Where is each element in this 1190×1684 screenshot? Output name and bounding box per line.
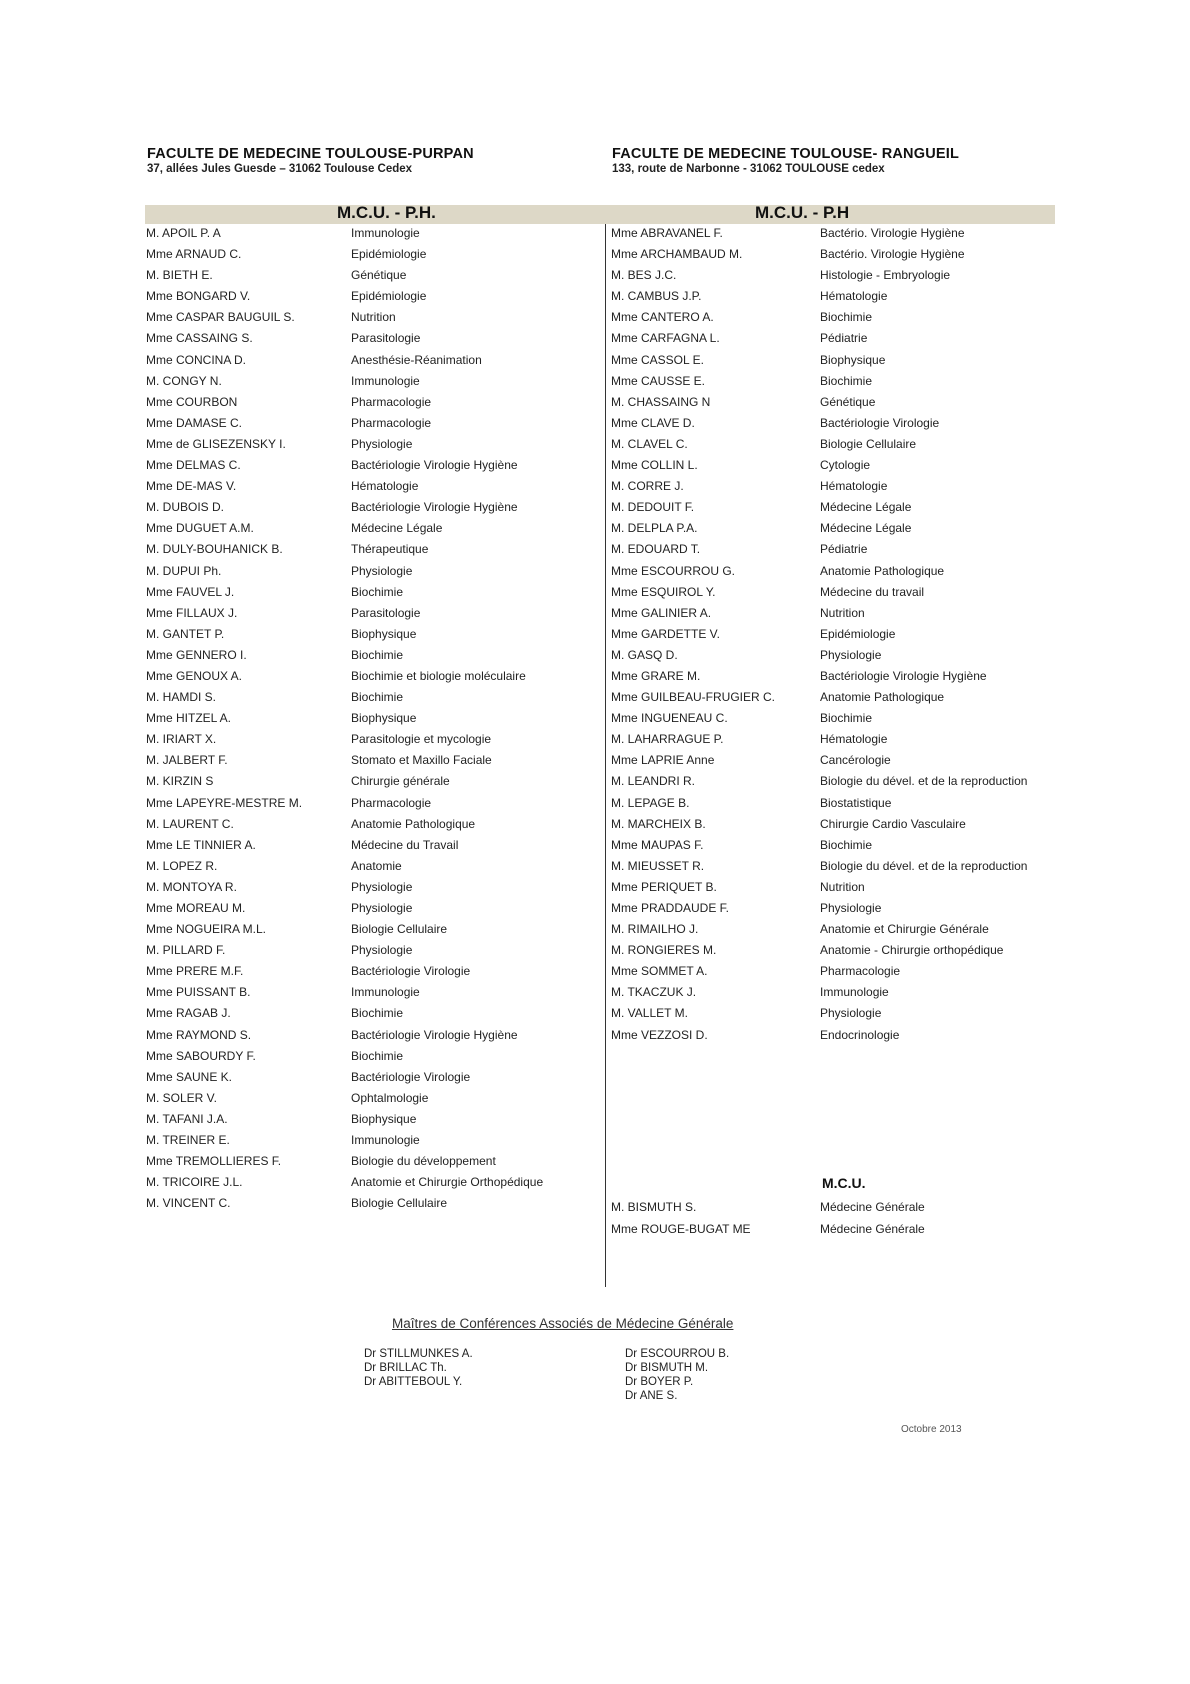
staff-name: Mme GENNERO I.	[146, 647, 247, 662]
associate-name: Dr ABITTEBOUL Y.	[364, 1376, 463, 1388]
mcu-staff-list	[611, 1196, 1071, 1240]
staff-discipline: Bactériologie Virologie	[351, 1069, 471, 1084]
staff-discipline: Biochimie	[351, 690, 404, 705]
staff-name: Mme LE TINNIER A.	[146, 837, 256, 852]
staff-row	[611, 307, 1071, 328]
staff-row	[146, 919, 601, 940]
staff-row	[611, 793, 1071, 814]
staff-row	[146, 793, 601, 814]
staff-row	[146, 455, 601, 476]
staff-name: M. TREINER E.	[146, 1133, 230, 1148]
staff-row	[611, 1196, 1071, 1218]
staff-name: M. JALBERT F.	[146, 753, 228, 768]
staff-name: Mme NOGUEIRA M.L.	[146, 922, 267, 937]
staff-row	[611, 771, 1071, 792]
staff-name: Mme CANTERO A.	[611, 310, 714, 325]
staff-name: M. DUPUI Ph.	[146, 563, 222, 578]
staff-discipline: Immunologie	[820, 985, 889, 1000]
staff-discipline: Physiologie	[820, 1006, 882, 1021]
staff-row	[146, 392, 601, 413]
staff-row	[146, 286, 601, 307]
staff-row	[611, 856, 1071, 877]
staff-discipline: Biophysique	[351, 711, 417, 726]
staff-row	[146, 1109, 601, 1130]
staff-discipline: Hématologie	[820, 479, 888, 494]
staff-name: M. BISMUTH S.	[611, 1200, 697, 1214]
staff-row	[146, 265, 601, 286]
staff-discipline: Biophysique	[351, 626, 417, 641]
staff-discipline: Physiologie	[820, 901, 882, 915]
staff-row	[146, 687, 601, 708]
staff-discipline: Pédiatrie	[820, 542, 868, 557]
staff-discipline: Bactériologie Virologie	[351, 964, 471, 979]
staff-discipline: Biochimie	[351, 647, 404, 662]
staff-name: M. KIRZIN S	[146, 774, 214, 789]
staff-name: M. MIEUSSET R.	[611, 858, 705, 873]
staff-discipline: Médecine du travail	[820, 584, 925, 599]
staff-discipline: Biochimie	[351, 584, 404, 599]
staff-row	[146, 898, 601, 919]
staff-name: M. RIMAILHO J.	[611, 922, 699, 937]
staff-name: M. MARCHEIX B.	[611, 816, 706, 831]
staff-discipline: Biologie du dével. et de la reproduction	[820, 858, 1028, 873]
staff-discipline: Bactériologie Virologie Hygiène	[351, 500, 518, 515]
staff-name: Mme LAPRIE Anne	[611, 753, 715, 768]
staff-row	[611, 434, 1071, 455]
staff-name: Mme VEZZOSI D.	[611, 1027, 708, 1042]
staff-row	[611, 624, 1071, 645]
staff-row	[611, 729, 1071, 750]
staff-row	[611, 982, 1071, 1003]
document-date: Octobre 2013	[901, 1424, 962, 1435]
staff-row	[611, 603, 1071, 624]
staff-name: M. CONGY N.	[146, 373, 222, 388]
staff-discipline: Nutrition	[351, 310, 396, 325]
staff-row	[611, 708, 1071, 729]
staff-discipline: Histologie - Embryologie	[820, 268, 951, 283]
staff-name: Mme CARFAGNA L.	[611, 331, 720, 346]
staff-discipline: Physiologie	[351, 436, 413, 451]
staff-name: Mme LAPEYRE-MESTRE M.	[146, 795, 303, 810]
staff-discipline: Biochimie	[820, 310, 873, 325]
staff-name: Mme PERIQUET B.	[611, 879, 717, 894]
staff-name: Mme DAMASE C.	[146, 415, 243, 430]
staff-name: Mme ESQUIROL Y.	[611, 584, 716, 599]
staff-discipline: Parasitologie	[351, 331, 421, 346]
staff-discipline: Anatomie Pathologique	[820, 690, 945, 705]
staff-row	[146, 561, 601, 582]
staff-name: Mme PRADDAUDE F.	[611, 901, 730, 915]
staff-row	[146, 497, 601, 518]
staff-discipline: Pharmacologie	[351, 795, 432, 810]
faculty-title-rangueil: FACULTE DE MEDECINE TOULOUSE- RANGUEIL	[612, 146, 960, 162]
staff-name: M. IRIART X.	[146, 732, 217, 747]
staff-name: Mme HITZEL A.	[146, 711, 231, 726]
section-title-purpan: M.C.U. - P.H.	[337, 203, 436, 222]
staff-discipline: Anatomie et Chirurgie Générale	[820, 922, 989, 937]
staff-discipline: Endocrinologie	[820, 1027, 900, 1042]
staff-row	[146, 982, 601, 1003]
associate-name: Dr ESCOURROU B.	[625, 1348, 730, 1360]
staff-row	[146, 1067, 601, 1088]
faculty-title-purpan: FACULTE DE MEDECINE TOULOUSE-PURPAN	[147, 146, 474, 162]
staff-row	[146, 940, 601, 961]
staff-row	[611, 518, 1071, 539]
associates-list-left	[364, 1347, 473, 1389]
staff-row	[146, 434, 601, 455]
purpan-staff-list	[146, 223, 601, 1214]
staff-name: M. VALLET M.	[611, 1006, 688, 1021]
staff-name: M. LOPEZ R.	[146, 858, 218, 873]
staff-name: Mme ABRAVANEL F.	[611, 226, 723, 240]
staff-name: Mme ESCOURROU G.	[611, 563, 736, 578]
staff-discipline: Biochimie	[820, 373, 873, 388]
staff-name: Mme RAYMOND S.	[146, 1027, 252, 1042]
associates-title: Maîtres de Conférences Associés de Médecine Générale	[392, 1316, 734, 1331]
staff-row	[146, 771, 601, 792]
staff-discipline: Immunologie	[351, 1133, 420, 1148]
staff-name: M. MONTOYA R.	[146, 879, 237, 894]
staff-discipline: Physiologie	[820, 647, 882, 662]
staff-row	[611, 328, 1071, 349]
staff-row	[611, 371, 1071, 392]
staff-discipline: Biologie Cellulaire	[820, 436, 917, 451]
staff-row	[611, 350, 1071, 371]
staff-name: Mme ARCHAMBAUD M.	[611, 247, 743, 262]
staff-name: M. SOLER V.	[146, 1090, 217, 1105]
staff-row	[146, 223, 601, 244]
staff-row	[611, 561, 1071, 582]
staff-discipline: Biologie du dével. et de la reproduction	[820, 774, 1028, 789]
staff-row	[611, 1003, 1071, 1024]
staff-name: Mme SAUNE K.	[146, 1069, 233, 1084]
staff-name: Mme SOMMET A.	[611, 964, 708, 979]
staff-row	[611, 392, 1071, 413]
staff-name: Mme COLLIN L.	[611, 458, 698, 473]
staff-name: M. CAMBUS J.P.	[611, 289, 702, 304]
staff-row	[611, 582, 1071, 603]
staff-row	[146, 1130, 601, 1151]
staff-discipline: Anatomie et Chirurgie Orthopédique	[351, 1175, 544, 1190]
staff-row	[611, 455, 1071, 476]
staff-discipline: Biologie Cellulaire	[351, 1196, 448, 1211]
staff-name: Mme MOREAU M.	[146, 901, 246, 915]
staff-discipline: Médecine Légale	[351, 521, 443, 536]
staff-discipline: Biologie du développement	[351, 1154, 496, 1169]
header-purpan	[147, 146, 474, 175]
staff-discipline: Ophtalmologie	[351, 1090, 429, 1105]
staff-discipline: Physiologie	[351, 563, 413, 578]
staff-name: Mme GENOUX A.	[146, 668, 243, 683]
staff-row	[146, 1003, 601, 1024]
associate-name: Dr BISMUTH M.	[625, 1362, 709, 1374]
staff-discipline: Cancérologie	[820, 753, 891, 768]
staff-name: M. BIETH E.	[146, 268, 213, 283]
staff-name: M. RONGIERES M.	[611, 943, 717, 958]
staff-name: M. DELPLA P.A.	[611, 521, 698, 536]
staff-row	[146, 624, 601, 645]
staff-name: Mme RAGAB J.	[146, 1006, 231, 1021]
staff-name: Mme ROUGE-BUGAT ME	[611, 1222, 751, 1236]
staff-discipline: Bactério. Virologie Hygiène	[820, 247, 965, 262]
staff-discipline: Bactériologie Virologie Hygiène	[820, 668, 987, 683]
staff-name: Mme FAUVEL J.	[146, 584, 235, 599]
staff-row	[611, 497, 1071, 518]
staff-name: M. GASQ D.	[611, 647, 678, 662]
staff-discipline: Anatomie	[351, 858, 402, 873]
staff-discipline: Parasitologie et mycologie	[351, 732, 492, 747]
section-band	[145, 205, 1055, 224]
staff-row	[611, 1218, 1071, 1240]
staff-name: Mme CASPAR BAUGUIL S.	[146, 310, 295, 325]
column-divider	[605, 224, 606, 1287]
staff-discipline: Thérapeutique	[351, 542, 429, 557]
staff-discipline: Pharmacologie	[820, 964, 901, 979]
staff-discipline: Bactériologie Virologie	[820, 415, 940, 430]
staff-name: M. TRICOIRE J.L.	[146, 1175, 243, 1190]
section-title-rangueil: M.C.U. - P.H	[755, 203, 850, 222]
staff-row	[146, 835, 601, 856]
staff-discipline: Hématologie	[351, 479, 419, 494]
staff-discipline: Hématologie	[820, 289, 888, 304]
staff-discipline: Pharmacologie	[351, 415, 432, 430]
staff-row	[146, 814, 601, 835]
staff-row	[611, 687, 1071, 708]
staff-name: M. LEPAGE B.	[611, 795, 690, 810]
staff-discipline: Médecine Générale	[820, 1200, 925, 1214]
staff-discipline: Médecine Légale	[820, 521, 912, 536]
staff-name: M. LEANDRI R.	[611, 774, 696, 789]
staff-row	[611, 286, 1071, 307]
staff-discipline: Nutrition	[820, 879, 865, 894]
staff-row	[146, 877, 601, 898]
staff-name: Mme DELMAS C.	[146, 458, 241, 473]
faculty-address-rangueil: 133, route de Narbonne - 31062 TOULOUSE cedex	[612, 163, 885, 175]
staff-name: M. VINCENT C.	[146, 1196, 231, 1211]
staff-discipline: Physiologie	[351, 901, 413, 915]
staff-row	[146, 518, 601, 539]
staff-row	[146, 476, 601, 497]
staff-row	[611, 413, 1071, 434]
staff-name: M. DULY-BOUHANICK B.	[146, 542, 283, 557]
staff-discipline: Biophysique	[351, 1111, 417, 1126]
staff-discipline: Epidémiologie	[351, 247, 427, 262]
staff-row	[146, 539, 601, 560]
staff-name: Mme GARDETTE V.	[611, 626, 720, 641]
staff-row	[146, 856, 601, 877]
staff-name: Mme BONGARD V.	[146, 289, 251, 304]
rangueil-staff-list	[611, 223, 1071, 1046]
staff-discipline: Biochimie	[351, 1048, 404, 1063]
staff-name: Mme FILLAUX J.	[146, 605, 238, 620]
staff-discipline: Biochimie et biologie moléculaire	[351, 668, 526, 683]
staff-name: Mme ARNAUD C.	[146, 247, 242, 262]
staff-name: M. CORRE J.	[611, 479, 684, 494]
staff-row	[146, 603, 601, 624]
staff-discipline: Médecine Générale	[820, 1222, 925, 1236]
staff-row	[611, 835, 1071, 856]
staff-row	[146, 1088, 601, 1109]
staff-name: M. EDOUARD T.	[611, 542, 701, 557]
staff-row	[146, 961, 601, 982]
associate-name: Dr BOYER P.	[625, 1376, 694, 1388]
staff-row	[146, 244, 601, 265]
staff-discipline: Stomato et Maxillo Faciale	[351, 753, 492, 768]
staff-row	[146, 1151, 601, 1172]
staff-name: Mme INGUENEAU C.	[611, 711, 728, 726]
staff-name: Mme GALINIER A.	[611, 605, 712, 620]
staff-discipline: Anatomie - Chirurgie orthopédique	[820, 943, 1004, 958]
staff-discipline: Anesthésie-Réanimation	[351, 352, 482, 367]
staff-row	[611, 645, 1071, 666]
staff-name: Mme COURBON	[146, 394, 238, 409]
staff-name: M. CHASSAING N	[611, 394, 711, 409]
staff-name: Mme CONCINA D.	[146, 352, 247, 367]
staff-row	[611, 961, 1071, 982]
staff-discipline: Génétique	[820, 394, 876, 409]
staff-name: Mme CLAVE D.	[611, 415, 695, 430]
staff-row	[146, 645, 601, 666]
staff-discipline: Biostatistique	[820, 795, 892, 810]
staff-name: Mme CASSOL E.	[611, 352, 704, 367]
staff-discipline: Parasitologie	[351, 605, 421, 620]
staff-discipline: Biochimie	[351, 1006, 404, 1021]
staff-row	[146, 750, 601, 771]
staff-row	[146, 371, 601, 392]
staff-discipline: Bactériologie Virologie Hygiène	[351, 458, 518, 473]
staff-discipline: Biochimie	[820, 837, 873, 852]
staff-discipline: Bactériologie Virologie Hygiène	[351, 1027, 518, 1042]
staff-name: Mme PUISSANT B.	[146, 985, 251, 1000]
staff-name: Mme CAUSSE E.	[611, 373, 706, 388]
staff-row	[146, 1193, 601, 1214]
staff-row	[146, 1025, 601, 1046]
staff-discipline: Immunologie	[351, 226, 420, 240]
staff-row	[611, 265, 1071, 286]
staff-discipline: Anatomie Pathologique	[351, 816, 476, 831]
staff-discipline: Biologie Cellulaire	[351, 922, 448, 937]
staff-row	[611, 223, 1071, 244]
staff-discipline: Pharmacologie	[351, 394, 432, 409]
staff-discipline: Nutrition	[820, 605, 865, 620]
staff-name: Mme DUGUET A.M.	[146, 521, 254, 536]
staff-name: Mme SABOURDY F.	[146, 1048, 256, 1063]
staff-discipline: Pédiatrie	[820, 331, 868, 346]
staff-name: M. HAMDI S.	[146, 690, 217, 705]
associate-name: Dr ANE S.	[625, 1390, 678, 1402]
staff-row	[146, 350, 601, 371]
staff-row	[611, 244, 1071, 265]
staff-discipline: Immunologie	[351, 373, 420, 388]
staff-discipline: Chirurgie Cardio Vasculaire	[820, 816, 966, 831]
mcu-section-title: M.C.U.	[822, 1175, 866, 1191]
staff-name: Mme CASSAING S.	[146, 331, 253, 346]
staff-row	[611, 750, 1071, 771]
staff-row	[146, 666, 601, 687]
staff-row	[146, 1046, 601, 1067]
staff-row	[146, 307, 601, 328]
associates-list-right	[625, 1347, 729, 1403]
staff-name: Mme MAUPAS F.	[611, 837, 704, 852]
staff-discipline: Cytologie	[820, 458, 871, 473]
staff-discipline: Physiologie	[351, 879, 413, 894]
staff-discipline: Médecine Légale	[820, 500, 912, 515]
staff-row	[146, 1172, 601, 1193]
staff-row	[146, 328, 601, 349]
staff-row	[146, 582, 601, 603]
staff-discipline: Chirurgie générale	[351, 774, 450, 789]
staff-row	[146, 729, 601, 750]
associate-name: Dr BRILLAC Th.	[364, 1362, 447, 1374]
staff-name: M. LAHARRAGUE P.	[611, 732, 724, 747]
staff-discipline: Biochimie	[820, 711, 873, 726]
staff-discipline: Anatomie Pathologique	[820, 563, 945, 578]
staff-row	[611, 898, 1071, 919]
staff-discipline: Epidémiologie	[351, 289, 427, 304]
staff-row	[611, 666, 1071, 687]
staff-discipline: Physiologie	[351, 943, 413, 958]
staff-name: Mme GUILBEAU-FRUGIER C.	[611, 690, 776, 705]
staff-name: Mme de GLISEZENSKY I.	[146, 436, 286, 451]
staff-discipline: Hématologie	[820, 732, 888, 747]
staff-name: M. PILLARD F.	[146, 943, 226, 958]
staff-name: M. GANTET P.	[146, 626, 225, 641]
staff-name: M. APOIL P. A	[146, 226, 221, 240]
staff-row	[611, 476, 1071, 497]
staff-discipline: Bactério. Virologie Hygiène	[820, 226, 965, 240]
staff-name: Mme TREMOLLIERES F.	[146, 1154, 282, 1169]
staff-row	[611, 877, 1071, 898]
header-rangueil	[612, 146, 959, 175]
staff-name: M. DEDOUIT F.	[611, 500, 695, 515]
staff-name: M. CLAVEL C.	[611, 436, 688, 451]
staff-name: M. DUBOIS D.	[146, 500, 225, 515]
staff-discipline: Médecine du Travail	[351, 837, 459, 852]
staff-row	[611, 539, 1071, 560]
staff-name: Mme GRARE M.	[611, 668, 701, 683]
staff-row	[611, 814, 1071, 835]
staff-row	[146, 708, 601, 729]
associate-name: Dr STILLMUNKES A.	[364, 1348, 473, 1360]
staff-discipline: Immunologie	[351, 985, 420, 1000]
faculty-address-purpan: 37, allées Jules Guesde – 31062 Toulouse Cedex	[147, 163, 413, 175]
staff-row	[611, 919, 1071, 940]
staff-name: M. LAURENT C.	[146, 816, 234, 831]
staff-row	[611, 940, 1071, 961]
staff-discipline: Génétique	[351, 268, 407, 283]
staff-name: Mme PRERE M.F.	[146, 964, 244, 979]
staff-name: M. TKACZUK J.	[611, 985, 697, 1000]
staff-discipline: Epidémiologie	[820, 626, 896, 641]
staff-discipline: Biophysique	[820, 352, 886, 367]
staff-name: M. TAFANI J.A.	[146, 1111, 228, 1126]
staff-name: M. BES J.C.	[611, 268, 677, 283]
staff-name: Mme DE-MAS V.	[146, 479, 237, 494]
staff-row	[146, 413, 601, 434]
staff-row	[611, 1025, 1071, 1046]
